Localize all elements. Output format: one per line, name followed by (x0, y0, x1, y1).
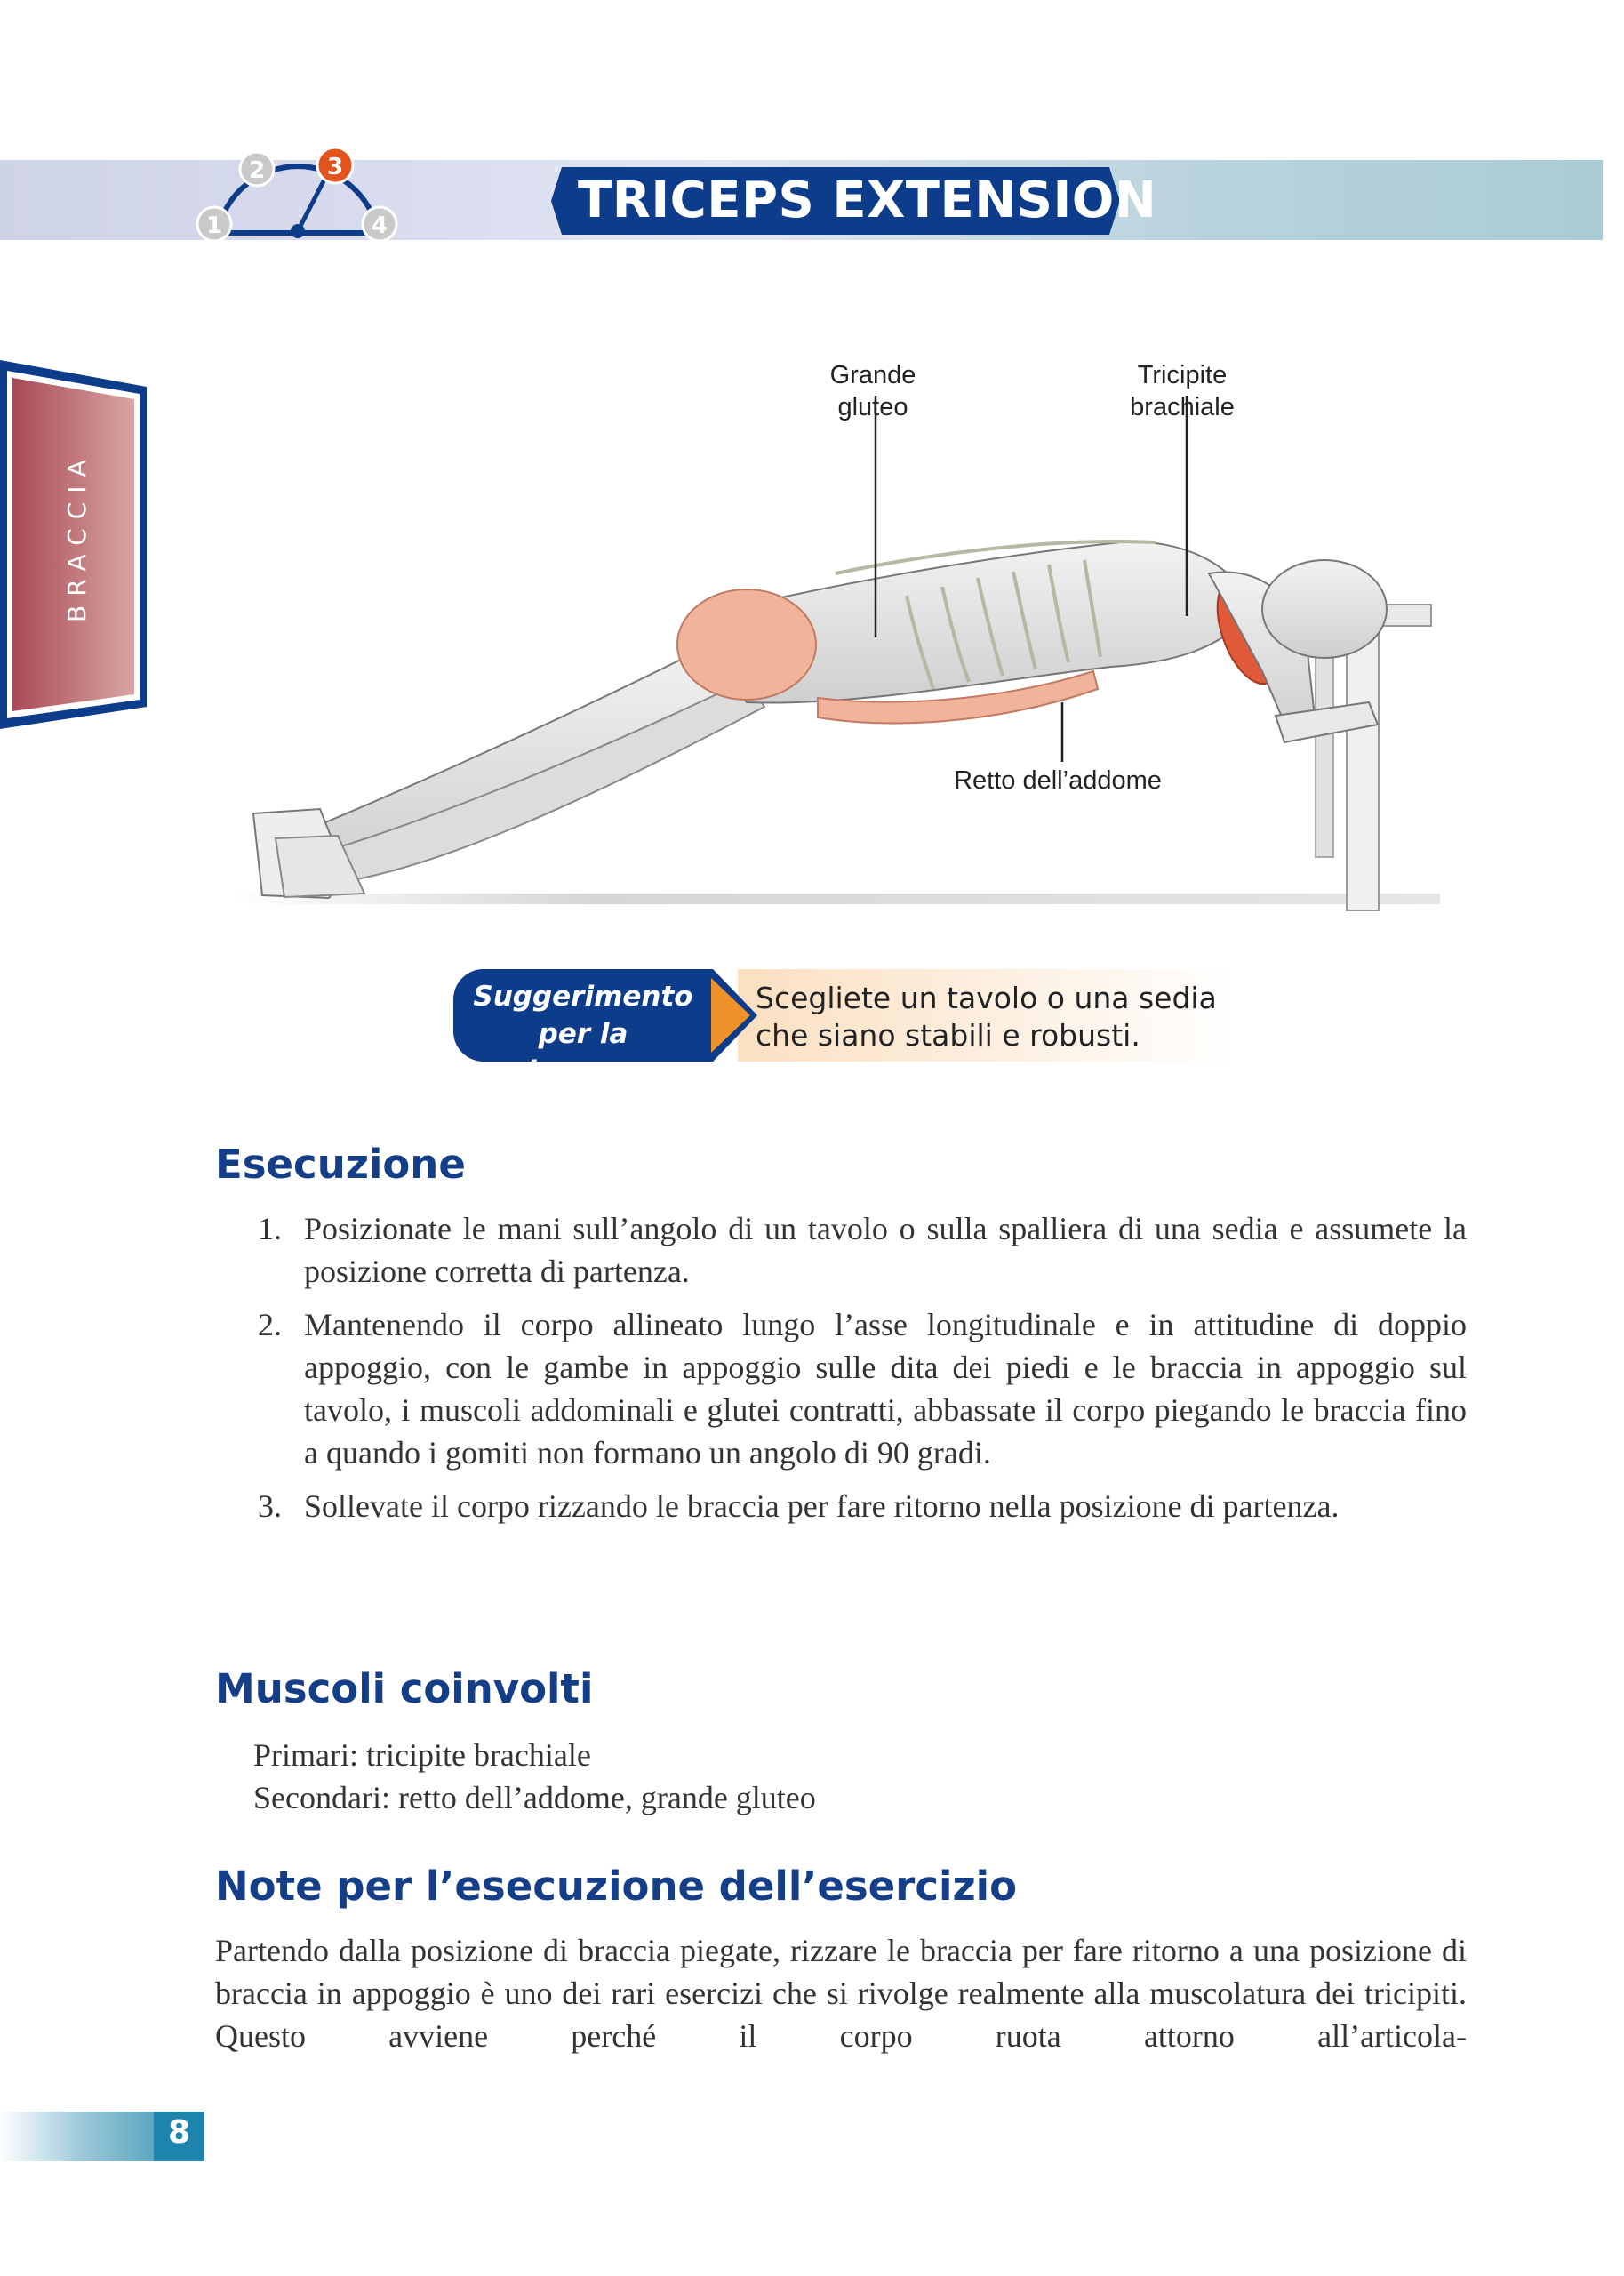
step-number: 2. (258, 1307, 282, 1342)
step-text: Mantenendo il corpo allineato lungo l’asse longitudinale e in attitudine di doppio appoggio, con le gambe in appoggio sulle dita dei piedi e le braccia in appoggio sul tavolo, i muscoli addominali e glutei contratti, abbassate il corpo piegando le braccia fino a quando i gomiti non formano un angolo di 90 gradi. (304, 1307, 1467, 1471)
step-item (258, 1485, 1467, 1527)
step-item (258, 1303, 1467, 1474)
svg-text:4: 4 (371, 212, 388, 239)
floor (231, 894, 1440, 904)
notes-paragraph: Partendo dalla posizione di braccia piegate, rizzare le braccia per fare ritorno a una posizione di braccia in appoggio è uno dei rari esercizi che si rivolge realmente alla muscolatura dei tricipiti. Questo avviene perché il corpo ruota attorno all’articola- (215, 1933, 1467, 2054)
muscles-list (253, 1734, 816, 1819)
svg-text:3: 3 (326, 154, 344, 180)
glute-muscle (677, 589, 816, 700)
tip-label-line-1: Suggerimento (473, 981, 693, 1013)
tip-label (471, 978, 695, 1090)
muscles-secondary: Secondari: retto dell’addome, grande gluteo (253, 1780, 816, 1815)
tip-label-line-2: per la sicurezza (510, 1018, 656, 1087)
difficulty-level-2 (240, 152, 274, 186)
label-tricipite-brachiale: Tricipite brachiale (1130, 361, 1235, 421)
execution-steps (258, 1207, 1467, 1538)
tip-text-line-1: Scegliete un tavolo o una sedia (756, 981, 1217, 1015)
muscles-primary: Primari: tricipite brachiale (253, 1737, 591, 1773)
label-grande-gluteo: Grande gluteo (829, 361, 916, 421)
difficulty-gauge (182, 142, 413, 249)
difficulty-level-3-current (317, 148, 353, 183)
step-item (258, 1207, 1467, 1293)
tip-text (756, 980, 1217, 1054)
page-number: 8 (167, 2114, 191, 2151)
step-number: 3. (258, 1488, 282, 1524)
heading-esecuzione: Esecuzione (215, 1141, 466, 1188)
heading-note: Note per l’esecuzione dell’esercizio (215, 1863, 1017, 1910)
head (1262, 560, 1387, 658)
step-text: Sollevate il corpo rizzando le braccia per fare ritorno nella posizione di partenza. (304, 1488, 1340, 1524)
label-retto-addome: Retto dell’addome (954, 766, 1162, 795)
side-tab-label: BRACCIA (62, 451, 92, 622)
svg-text:1: 1 (205, 212, 223, 239)
athlete-figure (253, 541, 1387, 898)
exercise-illustration (213, 351, 1458, 938)
tip-text-line-2: che siano stabili e robusti. (756, 1018, 1140, 1053)
heading-muscoli: Muscoli coinvolti (215, 1665, 594, 1712)
page-title: TRICEPS EXTENSION (578, 172, 1157, 229)
difficulty-level-1 (197, 207, 231, 241)
difficulty-level-4 (363, 207, 396, 241)
step-number: 1. (258, 1211, 282, 1246)
step-text: Posizionate le mani sull’angolo di un tavolo o sulla spalliera di una sedia e assumete la posizione corretta di partenza. (304, 1211, 1467, 1289)
svg-text:2: 2 (248, 157, 266, 184)
